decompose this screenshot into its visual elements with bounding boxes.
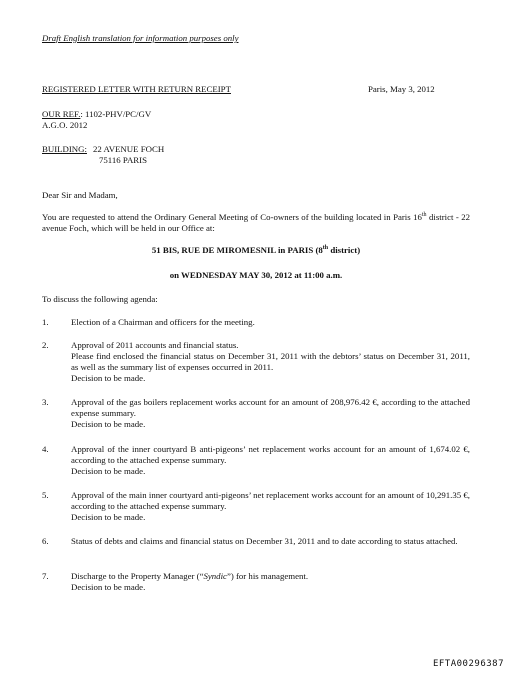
agenda-item-decision: Decision to be made. — [71, 512, 146, 522]
reference-value: : 1102-PHV/PC/GV — [80, 109, 152, 119]
reference-label: OUR REF. — [42, 109, 81, 119]
salutation: Dear Sir and Madam, — [42, 190, 118, 200]
building-street: 22 AVENUE FOCH — [92, 144, 165, 154]
agenda-item-number: 6. — [42, 536, 49, 546]
agenda-item-text: Approval of the main inner courtyard anti-pigeons’ net replacement works account for an amount of 10,291.35 €, according to the attached expense summary. — [71, 490, 470, 511]
agenda-item-decision: Decision to be made. — [71, 373, 146, 383]
agenda-item-number: 1. — [42, 317, 49, 327]
agenda-item-text: Approval of the gas boilers replacement works account for an amount of 208,976.42 €, according to the attached expense summary. — [71, 397, 470, 418]
building-line — [42, 144, 164, 155]
agenda-item-text: Approval of the inner courtyard B anti-pigeons’ net replacement works account for an amount of 1,674.02 €, according to the attached expense summary. — [71, 444, 470, 465]
agenda-intro: To discuss the following agenda: — [42, 294, 158, 304]
building-city: 75116 PARIS — [99, 155, 147, 165]
meeting-date: on WEDNESDAY MAY 30, 2012 at 11:00 a.m. — [169, 270, 343, 280]
meeting-address: 51 BIS, RUE DE MIROMESNIL in PARIS (8th district) — [151, 245, 361, 255]
place-date: Paris, May 3, 2012 — [368, 84, 435, 94]
agenda-item-text: Please find enclosed the financial status on December 31, 2011 with the debtors’ status on December 31, 2011, as well as the summary list of expenses occurred in 2011. — [71, 351, 470, 372]
agenda-item-number: 3. — [42, 397, 49, 407]
document-id: EFTA00296387 — [432, 659, 504, 669]
agenda-item-number: 2. — [42, 340, 49, 350]
agenda-item-decision: Decision to be made. — [71, 582, 146, 592]
agenda-item-text: Status of debts and claims and financial status on December 31, 2011 and to date according to status attached. — [71, 536, 458, 546]
agenda-item-number: 7. — [42, 571, 49, 581]
agenda-item-number: 5. — [42, 490, 49, 500]
reference-line — [42, 109, 151, 120]
agenda-item-number: 4. — [42, 444, 49, 454]
intro-paragraph: You are requested to attend the Ordinary General Meeting of Co-owners of the building located in Paris 16th district - 22 avenue Foch, which will be held in our Office at: — [42, 212, 470, 233]
agenda-item-text: Discharge to the Property Manager (“Syndic”) for his management. — [71, 571, 309, 581]
agenda-item-text: Approval of 2011 accounts and financial status. — [71, 340, 239, 350]
agenda-item-decision: Decision to be made. — [71, 419, 146, 429]
letter-type: REGISTERED LETTER WITH RETURN RECEIPT — [42, 84, 231, 94]
ago-reference: A.G.O. 2012 — [42, 120, 88, 130]
agenda-item-decision: Decision to be made. — [71, 466, 146, 476]
agenda-item-text: Election of a Chairman and officers for the meeting. — [71, 317, 255, 327]
building-label: BUILDING: — [42, 144, 87, 154]
translation-note: Draft English translation for information purposes only — [42, 33, 239, 43]
